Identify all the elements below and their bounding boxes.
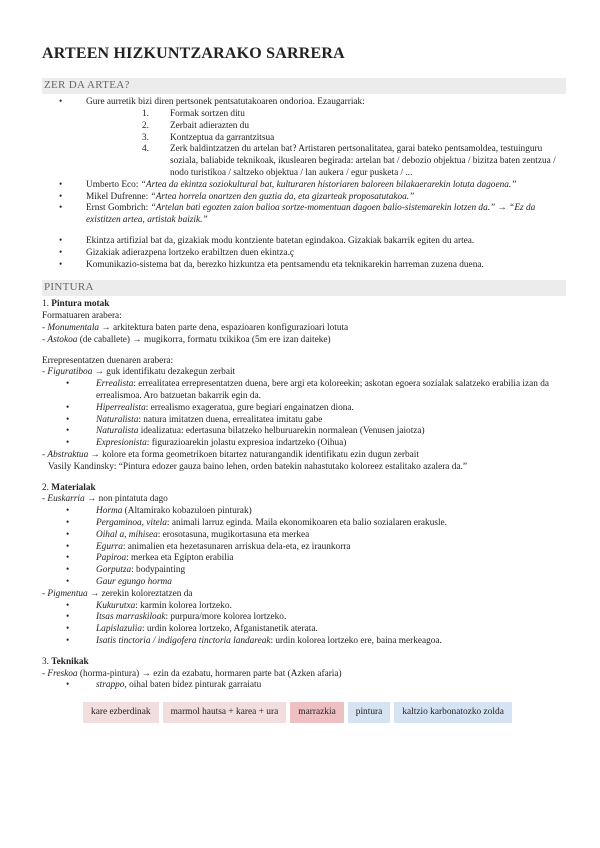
definition: idealizatua: edertasuna bilatzeko helburuarekin normalean (Venusen jaiotza) (138, 426, 425, 437)
definition: : urdin kolorea lortzeko, Afganistanetik aterata. (141, 624, 318, 635)
tag-marmol-hautsa: marmol hautsa + karea + ura (163, 702, 287, 723)
definition: : animalien eta hezetasunaren arriskua dela-eta, ez iraunkorra (122, 541, 351, 552)
definition: : errealismo exageratua, gure begiari engainatzen diona. (145, 402, 354, 413)
term: Oihal a, mihisea (96, 529, 158, 540)
feature-number: 1. (142, 109, 149, 120)
style-item (42, 403, 566, 415)
quote-text: “Artelan bati egozten zaion balioa sortze-momentuan dagoen balio-sistemarekin lotzen da.” (150, 203, 496, 214)
term: Pigmentua (47, 588, 88, 599)
artea-points-list (42, 236, 566, 271)
quote-author: Ernst Gombrich: (86, 203, 151, 214)
pigment-type-item (42, 624, 566, 636)
figurative-item: - Figuratiboa → guk identifikatu dezakegun zerbait (42, 367, 236, 378)
technique-item (42, 680, 566, 692)
support-type-item (42, 565, 566, 577)
term: Gorputza (96, 565, 132, 576)
support-type-item (42, 506, 566, 518)
support-item: - Euskarria → non pintatuta dago (42, 494, 168, 505)
definition: : figurazioarekin jolastu expresioa indartzeko (Oihua) (146, 438, 347, 449)
format-item: - Monumentala → arkitektura baten parte dena, espazioaren konfigurazioari lotuta (42, 323, 349, 333)
quote-author: Mikel Dufrenne: (86, 191, 151, 202)
definition: : bodypainting (131, 565, 186, 576)
list-item: • Ekintza artifizial bat da, gizakiak modu kontziente batetan egindakoa. Gizakiak bakarrik egiten du artea. (42, 236, 566, 248)
feature-text: Zerbait adierazten du (170, 120, 249, 131)
feature-number: 4. (142, 144, 149, 155)
term: Isatis tinctoria / indigofera tinctoria landareak (96, 635, 271, 646)
pigment-type-item (42, 612, 566, 624)
definition: : purpura/more kolorea lortzeko. (165, 612, 287, 623)
technique-list (42, 680, 566, 692)
features-list (86, 109, 566, 180)
definition: , oihal baten bidez pinturak garraiatu (124, 680, 262, 691)
support-type-item (42, 553, 566, 565)
quote-item (42, 180, 566, 192)
subheading-number: 1. (42, 299, 52, 310)
term: Naturalista (96, 426, 139, 437)
definition: : natura imitatzen duena, errealitatea imitatu gabe (138, 414, 323, 425)
kandinsky-quote: Vasily Kandinsky: “Pintura edozer gauza baino lehen, orden batekin nahastutako koloreez estalitako azalera da.” (48, 461, 467, 472)
term: Lapislazulia (96, 624, 142, 635)
format-intro: Formatuaren arabera: (42, 311, 122, 322)
quote-text: “Artea da ekintza soziokultural bat, kulturaren historiaren baloreen bilakaerarekin lotuta dagoena.” (140, 179, 517, 190)
list-item: • Komunikazio-sistema bat da, berezko hizkuntza eta pentsamendu eta teknikarekin harreman zuzena duena. (42, 260, 566, 272)
support-type-item (42, 542, 566, 554)
feature-text: Formak sortzen ditu (170, 109, 245, 120)
style-item (42, 426, 566, 438)
format-item: - Astokoa (de caballete) → mugikorra, formatu txikikoa (5m ere izan daiteke) (42, 334, 331, 345)
definition: → guk identifikatu dezakegun zerbait (92, 367, 236, 378)
term: Naturalista (96, 414, 139, 425)
subheading-materialak (42, 483, 566, 495)
quote-item (42, 192, 566, 204)
definition: → kolore eta forma geometrikoen bitartez naturangandik identifikatu ezin dugun zerbait (88, 449, 419, 460)
list-item: • Gizakiak adierazpena lortzeko erabiltzen duen ekintza.ç (42, 248, 566, 260)
artea-list (42, 97, 566, 227)
definition: → arkitektura baten parte dena, espazioaren konfigurazioari lotuta (99, 323, 349, 333)
section-heading-zer-da-artea: ZER DA ARTEA? (42, 78, 566, 94)
term: strappo (96, 680, 125, 691)
term: Freskoa (47, 668, 78, 679)
fresco-item: - Freskoa (horma-pintura) → ezin da ezabatu, hormaren parte bat (Azken afaria) (42, 668, 342, 679)
feature-text: Kontzeptua da garrantzitsua (170, 132, 275, 143)
term: Pergaminoa, vitela (96, 517, 167, 528)
fresco-layers-tags (83, 702, 566, 723)
term: Egurra (96, 541, 123, 552)
pigment-type-item (42, 601, 566, 613)
subheading-label: Teknikak (51, 656, 89, 667)
quote-text: “Artea horrela onartzen den guztia da, eta gizarteak proposatutakoa.” (150, 191, 415, 202)
term: Hiperrealista (96, 402, 146, 413)
style-item (42, 438, 566, 450)
pigment-type-item (42, 636, 566, 648)
definition: : merkea eta Egipton erabilia (126, 553, 234, 564)
quote-item (42, 203, 566, 227)
term: Astokoa (47, 334, 78, 345)
definition: (de caballete) → mugikorra, formatu txikikoa (5m ere izan daiteke) (77, 334, 331, 345)
arrow-glyph: → (495, 203, 510, 214)
feature-item (86, 133, 566, 145)
abstract-item: - Abstraktua → kolore eta forma geometrikoen bitartez naturangandik identifikatu ezin dugun zerbait (42, 449, 419, 460)
section-heading-pintura: PINTURA (42, 280, 566, 296)
feature-item (86, 109, 566, 121)
subheading-teknikak (42, 657, 566, 669)
definition: : animali larruz eginda. Maila ekonomikoaren eta balio sozialaren erakusle. (166, 517, 448, 528)
subheading-label: Materialak (51, 482, 96, 493)
definition: → zerekin koloreztatzen da (87, 588, 193, 599)
feature-item (86, 121, 566, 133)
representation-intro: Errepresentatzen duenaren arabera: (42, 355, 174, 366)
feature-text: Zerk baldintzatzen du artelan bat? Artistaren pertsonalitatea, garai bateko pentsamoldea, testuinguru soziala, baliabide teknikoak, ikuslearen begirada: artelan bat / debozio objektua / bizitza baten zentzua / nodo turistikoa / saltzeko objektua / lan aukera / egur pusketa / ... (170, 144, 556, 179)
term: Errealista (96, 379, 134, 390)
document-title: ARTEEN HIZKUNTZARAKO SARRERA (42, 45, 345, 62)
quote-author: Umberto Eco: (86, 179, 141, 190)
term: Horma (96, 506, 123, 517)
styles-list (42, 379, 566, 450)
subheading-number: 3. (42, 656, 52, 667)
term: Expresionista (96, 438, 147, 449)
definition: (Altamirako kobazuloen pinturak) (122, 506, 252, 517)
pigment-item: - Pigmentua → zerekin koloreztatzen da (42, 588, 193, 599)
definition: : urdin kolorea lortzeko ere, baina merkeagoa. (270, 635, 442, 646)
term: Euskarria (47, 494, 85, 505)
support-type-item (42, 518, 566, 530)
feature-item (86, 144, 566, 179)
definition: (horma-pintura) → ezin da ezabatu, hormaren parte bat (Azken afaria) (77, 668, 342, 679)
tag-marrazkia: marrazkia (290, 702, 343, 723)
subheading-number: 2. (42, 482, 52, 493)
term: Papiroa (96, 553, 127, 564)
tag-pintura: pintura (348, 702, 391, 723)
supports-list (42, 506, 566, 589)
support-type-item (42, 530, 566, 542)
list-item (42, 97, 566, 180)
feature-number: 3. (142, 132, 149, 143)
term: Kukurutxa (96, 600, 136, 611)
style-item (42, 415, 566, 427)
support-type-item (42, 577, 566, 589)
subheading-pintura-motak (42, 299, 566, 311)
definition: : erosotasuna, mugikortasuna eta merkea (157, 529, 310, 540)
definition: : errealitatea errepresentatzen duena, bere argi eta koloreekin; askotan egoera sozialak salatzeko erabilia izan da errealismoa. Aro batzuetan bakarrik egin da. (96, 379, 550, 401)
quote-text: “Ez da existitzen artea, artistak baizik.” (86, 203, 536, 226)
definition: → non pintatuta dago (84, 494, 168, 505)
term: Gaur egungo horma (96, 576, 172, 587)
term: Figuratiboa (47, 367, 93, 378)
term: Monumentala (47, 323, 100, 333)
term: Abstraktua (47, 449, 89, 460)
subheading-label: Pintura motak (51, 299, 110, 310)
definition: : karmin kolorea lortzeko. (135, 600, 232, 611)
pigments-list (42, 601, 566, 648)
intro-text: Gure aurretik bizi diren pertsonek pentsatutakoaren ondorioa. Ezaugarriak: (86, 97, 365, 108)
tag-kare-ezberdinak: kare ezberdinak (83, 702, 159, 723)
term: Itsas marraskiloak (96, 612, 166, 623)
feature-number: 2. (142, 120, 149, 131)
tag-kaltzio-karbonatozko-zolda: kaltzio karbonatozko zolda (394, 702, 512, 723)
style-item (42, 379, 566, 403)
